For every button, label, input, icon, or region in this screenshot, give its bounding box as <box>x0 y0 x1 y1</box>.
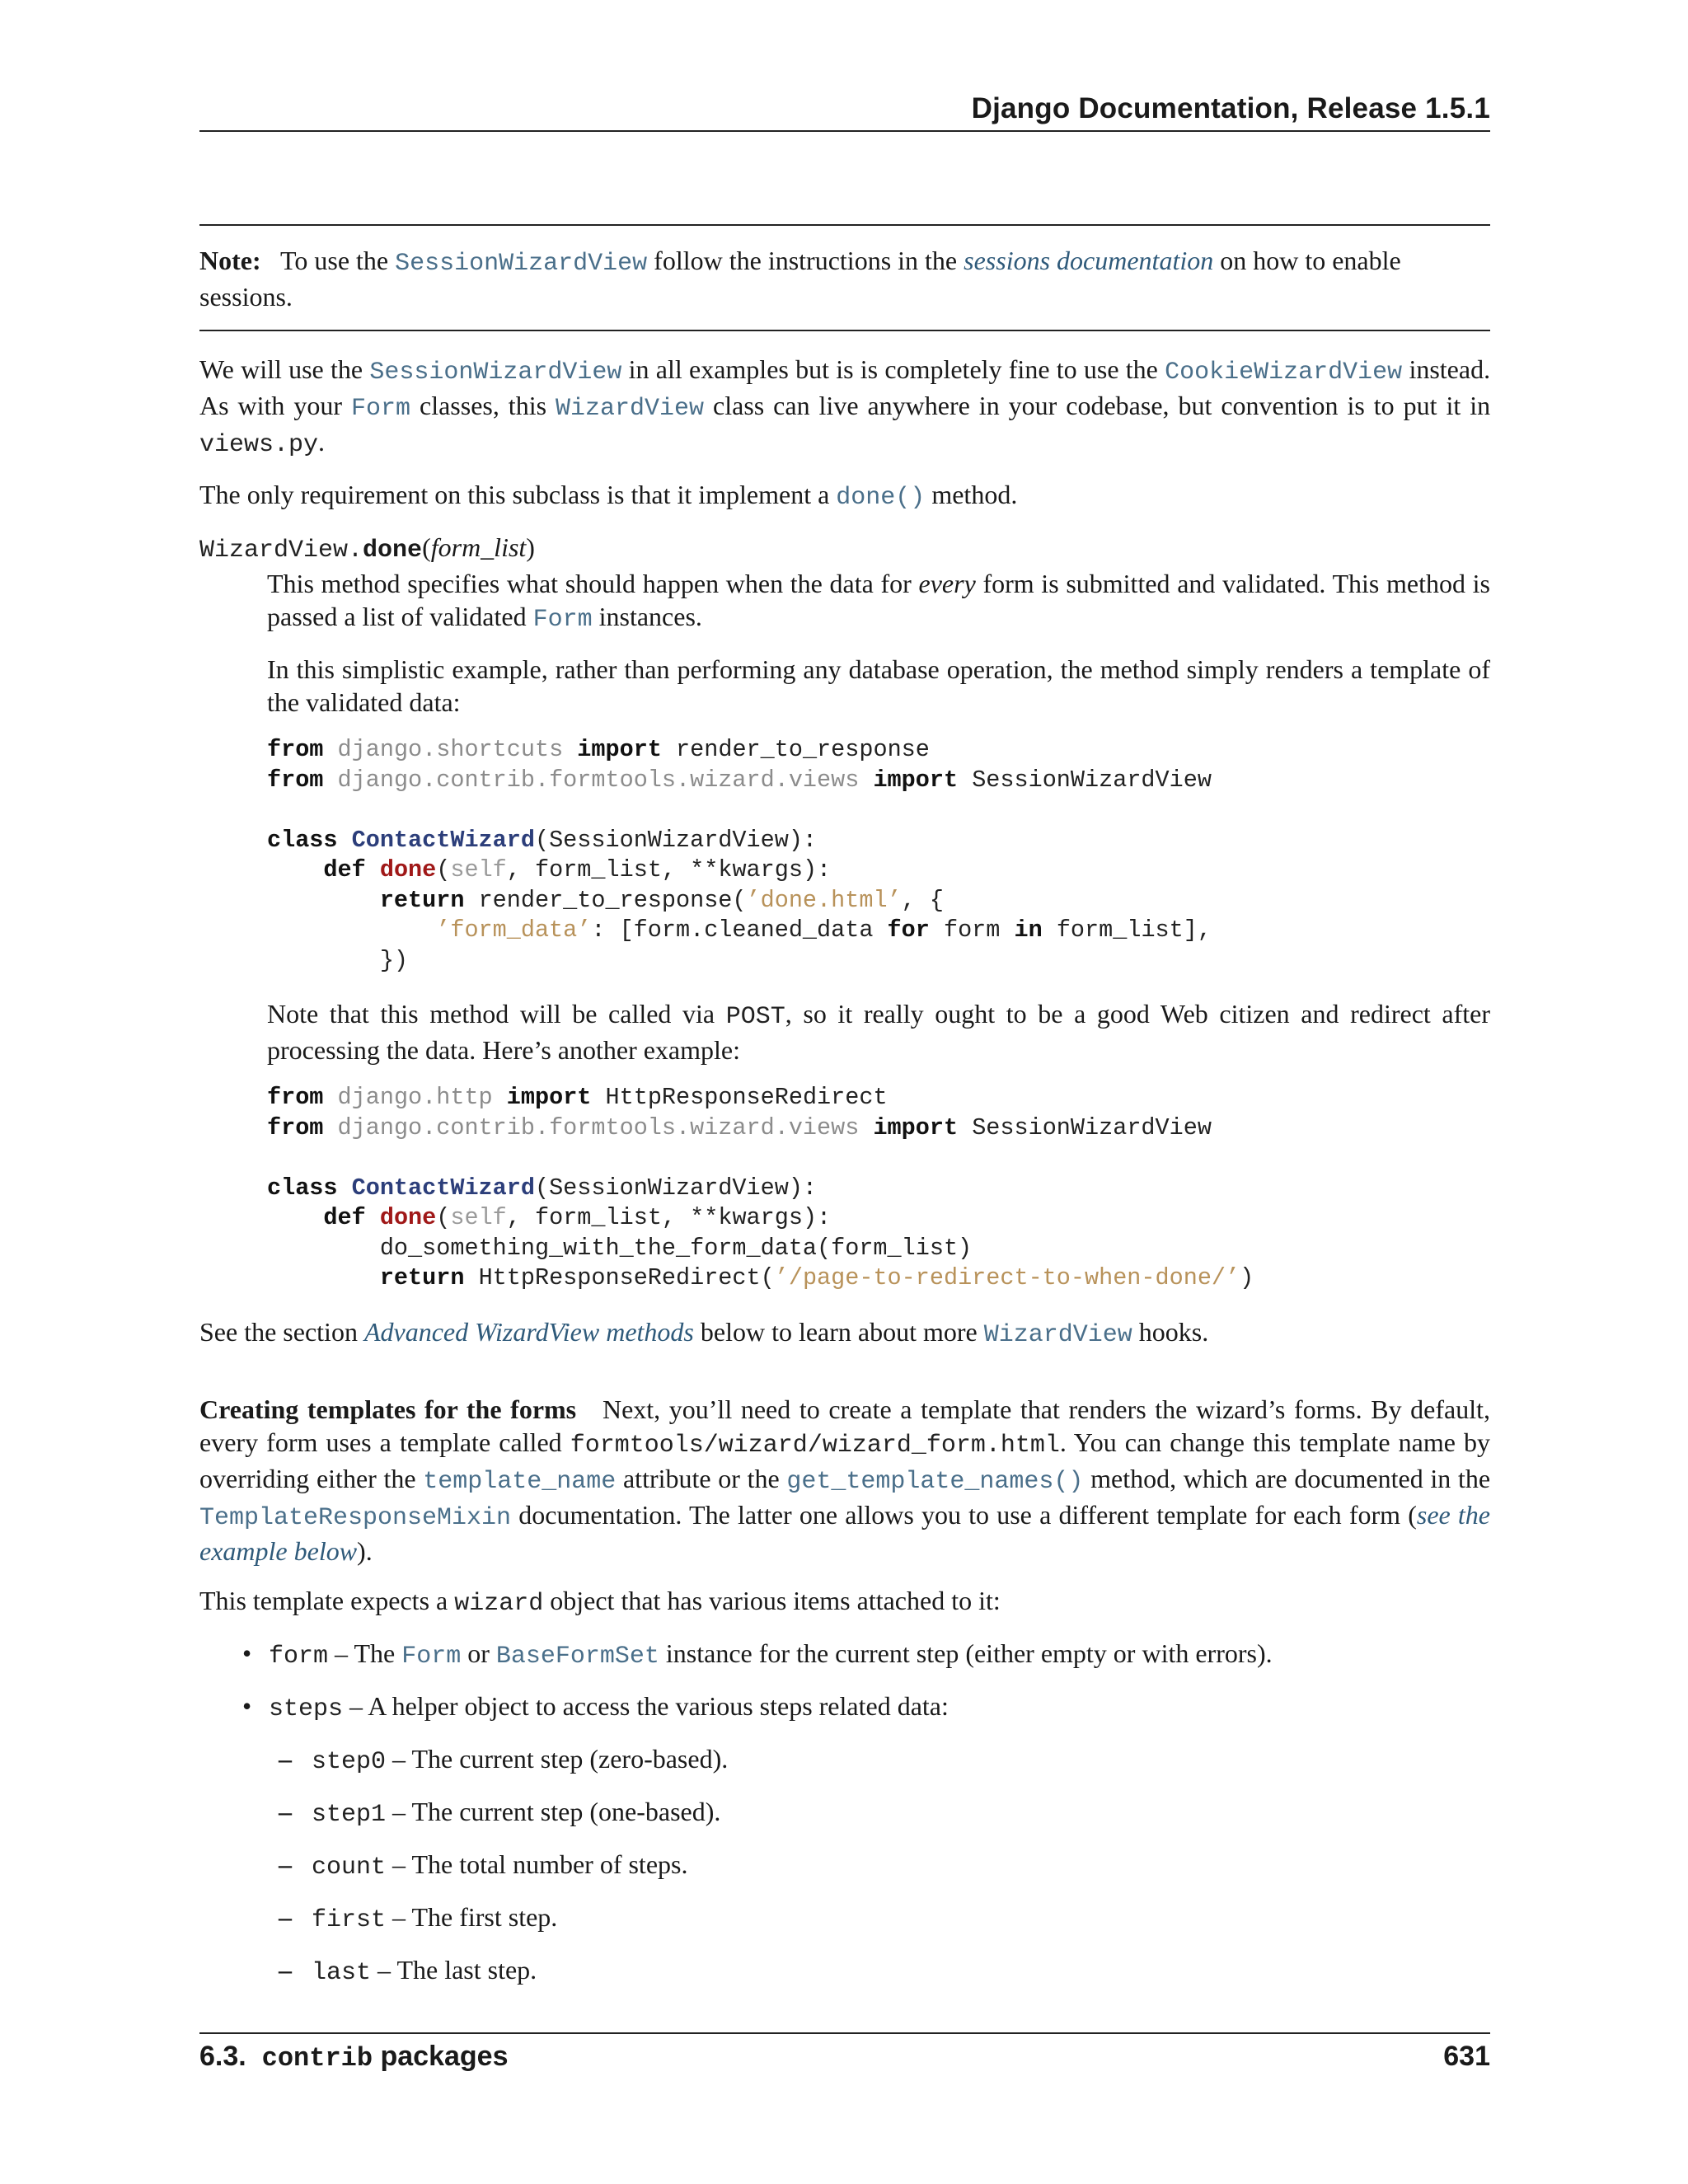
cookiewizardview-link[interactable]: CookieWizardView <box>1165 359 1403 387</box>
method-signature: WizardView.done(form_list) <box>199 532 535 565</box>
form-link[interactable]: Form <box>532 606 593 634</box>
form-link[interactable]: Form <box>351 395 411 423</box>
views-py-code: views.py <box>199 431 319 459</box>
paragraph-intro: We will use the SessionWizardView in all examples but is is completely fine to use the CookieWizardView instead. As with your Form classes, this WizardView class can live anywhere in your codebase, but convention is to put it in views.py. <box>199 354 1491 459</box>
method-name: done <box>363 537 423 565</box>
done-method-link[interactable]: done() <box>836 484 926 512</box>
footer-section: 6.3. contrib packages <box>199 2041 509 2074</box>
page-content <box>199 224 1490 2006</box>
header-rule <box>199 130 1490 132</box>
baseformset-link[interactable]: BaseFormSet <box>495 1642 659 1671</box>
paragraph-requirement: The only requirement on this subclass is that it implement a done() method. <box>199 480 1018 512</box>
steps-sublist <box>269 1742 1490 1990</box>
templates-section: Creating templates for the forms Next, you’ll need to create a template that renders the wizard’s forms. By default, every form uses a template called formtools/wizard/wizard_form.html. You can change this template name by overriding either the template_name attribute or the get_template_names() method, which are documented in the TemplateResponseMixin documentation. The latter one allows you to use a different template for each form (see the example below). <box>199 1394 1491 1566</box>
list-item: – last – The last step. <box>269 1953 1490 1990</box>
sessionwizardview-link[interactable]: SessionWizardView <box>395 250 648 278</box>
form-link[interactable]: Form <box>401 1642 462 1671</box>
template-name-link[interactable]: template_name <box>423 1467 617 1496</box>
document-page <box>199 0 1490 2184</box>
note-box: Note: To use the SessionWizardView follow the instructions in the sessions documentation on how to enable sessions. <box>199 224 1490 331</box>
method-example-intro: In this simplistic example, rather than performing any database operation, the method simply renders a template of the validated data: <box>267 654 1490 717</box>
sessions-documentation-link[interactable]: sessions documentation <box>964 246 1214 275</box>
page-number: 631 <box>1443 2041 1490 2072</box>
code-block-1: from django.shortcuts import render_to_response from django.contrib.formtools.wizard.views import SessionWizardView class ContactWizard(SessionWizardView): def done(self, form_list, **kwargs): return render_to_response(’done.html’, { ’form_data’: [form.cleaned_data for form in form_list], }) <box>267 736 1212 974</box>
list-item: • steps – A helper object to access the various steps related data: – step0 – The current step (zero-based). – step1 – The current step (one-based). – count – The total number of steps. – first – The first step. – last – The last step. <box>199 1690 1490 1990</box>
code-block-2: from django.http import HttpResponseRedirect from django.contrib.formtools.wizard.views import SessionWizardView class ContactWizard(SessionWizardView): def done(self, form_list, **kwargs): do_something_with_the_form_data(form_list) return HttpResponseRedirect(’/page-to-redirect-to-when-done/’) <box>267 1084 1254 1291</box>
paragraph-see-section: See the section Advanced WizardView methods below to learn about more WizardView hooks. <box>199 1316 1209 1349</box>
wizard-items-list <box>199 1637 1490 1990</box>
wizardview-link[interactable]: WizardView <box>556 395 705 423</box>
list-item: – step0 – The current step (zero-based). <box>269 1742 1490 1779</box>
list-item: – step1 – The current step (one-based). <box>269 1795 1490 1831</box>
page-footer <box>199 2041 1490 2074</box>
sessionwizardview-link[interactable]: SessionWizardView <box>369 359 622 387</box>
note-text: To use the <box>280 246 389 275</box>
list-item: – first – The first step. <box>269 1900 1490 1937</box>
list-item: • form – The Form or BaseFormSet instance for the current step (either empty or with errors). <box>199 1637 1490 1673</box>
footer-rule <box>199 2032 1490 2034</box>
paragraph-wizard-object: This template expects a wizard object that has various items attached to it: <box>199 1585 1001 1618</box>
list-item: – count – The total number of steps. <box>269 1848 1490 1884</box>
method-description <box>267 567 1490 1294</box>
get-template-names-link[interactable]: get_template_names() <box>786 1467 1084 1496</box>
see-example-below-link[interactable]: see the example below <box>199 1499 1491 1566</box>
method-desc-para: This method specifies what should happen when the data for every form is submitted and validated. This method is passed a list of validated Form instances. <box>267 569 1491 634</box>
templateresponsemixin-link[interactable]: TemplateResponseMixin <box>199 1503 512 1532</box>
note-label: Note: <box>199 246 261 275</box>
wizardview-link[interactable]: WizardView <box>983 1320 1132 1349</box>
running-header: Django Documentation, Release 1.5.1 <box>971 92 1490 124</box>
section-heading: Creating templates for the forms <box>199 1394 577 1424</box>
redirect-note: Note that this method will be called via POST, so it really ought to be a good Web citizen and redirect after processing the data. Here’s another example: <box>267 999 1491 1065</box>
advanced-wizardview-methods-link[interactable]: Advanced WizardView methods <box>363 1316 694 1347</box>
